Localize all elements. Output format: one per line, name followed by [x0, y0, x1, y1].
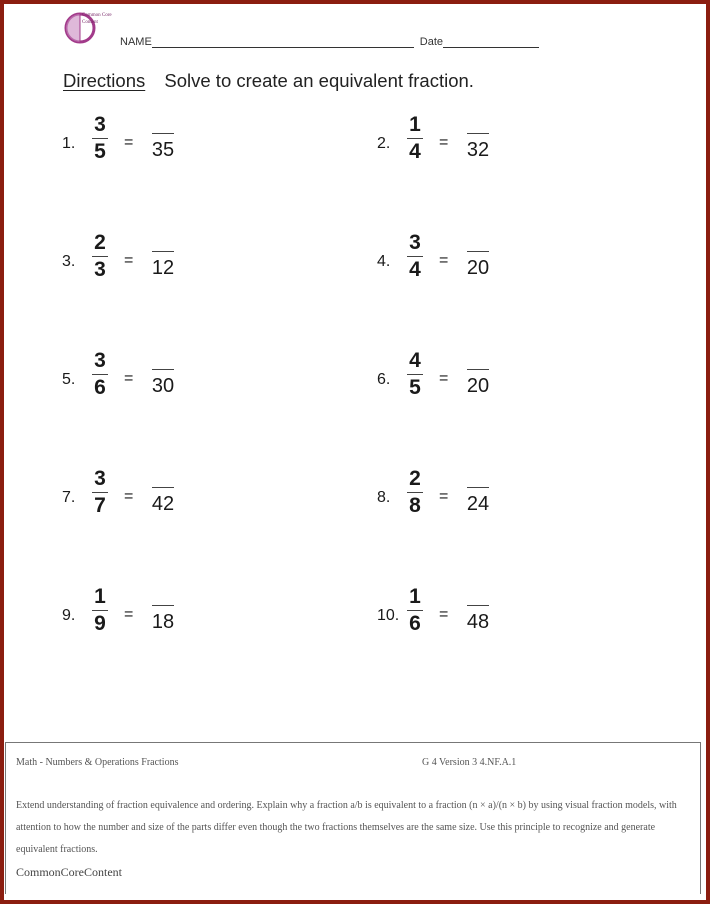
directions: [63, 70, 474, 92]
logo-text: Common Core Content: [82, 13, 112, 25]
answer-numerator-blank[interactable]: [467, 133, 489, 134]
given-fraction: [405, 232, 425, 281]
answer-fraction: [465, 605, 491, 632]
directions-label: Directions: [63, 70, 146, 91]
answer-fraction: [465, 133, 491, 160]
answer-numerator-blank[interactable]: [152, 369, 174, 370]
equals-sign: =: [124, 606, 134, 623]
given-numerator: 2: [94, 231, 106, 254]
problem-number: 1.: [62, 135, 76, 152]
answer-fraction: [150, 487, 176, 514]
answer-denominator: 42: [151, 493, 175, 515]
footer-brand: CommonCoreContent: [16, 865, 122, 879]
equals-sign: =: [124, 252, 134, 269]
equals-sign: =: [439, 134, 449, 151]
answer-numerator-blank[interactable]: [152, 251, 174, 252]
fraction-bar: [407, 492, 423, 493]
answer-denominator: 35: [151, 139, 175, 161]
answer-denominator: 30: [151, 375, 175, 397]
fraction-bar: [92, 374, 108, 375]
fraction-bar: [92, 256, 108, 257]
given-fraction: [405, 468, 425, 517]
equals-sign: =: [439, 488, 449, 505]
answer-numerator-blank[interactable]: [152, 487, 174, 488]
given-numerator: 3: [94, 349, 106, 372]
problem-number: 6.: [377, 371, 391, 388]
fraction-bar: [92, 492, 108, 493]
given-denominator: 6: [94, 376, 106, 399]
date-field[interactable]: [443, 36, 539, 48]
given-denominator: 8: [409, 494, 421, 517]
given-denominator: 5: [94, 140, 106, 163]
given-denominator: 4: [409, 258, 421, 281]
equals-sign: =: [124, 488, 134, 505]
problem-number: 4.: [377, 253, 391, 270]
answer-fraction: [150, 369, 176, 396]
given-denominator: 7: [94, 494, 106, 517]
answer-fraction: [150, 251, 176, 278]
equals-sign: =: [439, 606, 449, 623]
given-numerator: 1: [409, 585, 421, 608]
given-fraction: [405, 586, 425, 635]
equals-sign: =: [439, 370, 449, 387]
answer-denominator: 32: [466, 139, 490, 161]
footer-version: G 4 Version 3 4.NF.A.1: [422, 757, 517, 768]
answer-fraction: [150, 133, 176, 160]
given-numerator: 1: [409, 113, 421, 136]
name-field[interactable]: [152, 36, 414, 48]
fraction-bar: [407, 610, 423, 611]
fraction-bar: [407, 138, 423, 139]
problem-number: 2.: [377, 135, 391, 152]
given-fraction: [90, 114, 110, 163]
answer-fraction: [150, 605, 176, 632]
footer-topic: Math - Numbers & Operations Fractions: [16, 757, 179, 768]
problem-number: 3.: [62, 253, 76, 270]
answer-fraction: [465, 487, 491, 514]
footer-description: Extend understanding of fraction equivalence and ordering. Explain why a fraction a/b is equivalent to a fraction (n × a)/(n × b) by using visual fraction models, with attention to how the number and size of the parts differ even though the two fractions themselves are the same size. Use this principle to recognize and generate equivalent fractions.: [16, 800, 677, 855]
problem-number: 9.: [62, 607, 76, 624]
problem-number: 8.: [377, 489, 391, 506]
given-numerator: 3: [94, 113, 106, 136]
given-numerator: 3: [409, 231, 421, 254]
answer-fraction: [465, 251, 491, 278]
equals-sign: =: [124, 370, 134, 387]
given-fraction: [90, 586, 110, 635]
problem-number: 5.: [62, 371, 76, 388]
name-date-row: [120, 36, 539, 48]
problem-number: 10.: [377, 607, 400, 624]
date-label: Date: [419, 36, 444, 48]
given-fraction: [405, 350, 425, 399]
answer-numerator-blank[interactable]: [152, 605, 174, 606]
given-numerator: 2: [409, 467, 421, 490]
answer-numerator-blank[interactable]: [467, 251, 489, 252]
given-fraction: [90, 468, 110, 517]
answer-denominator: 48: [466, 611, 490, 633]
given-fraction: [90, 350, 110, 399]
given-denominator: 3: [94, 258, 106, 281]
fraction-bar: [407, 256, 423, 257]
answer-numerator-blank[interactable]: [467, 487, 489, 488]
given-denominator: 6: [409, 612, 421, 635]
given-denominator: 5: [409, 376, 421, 399]
equals-sign: =: [124, 134, 134, 151]
given-denominator: 9: [94, 612, 106, 635]
given-numerator: 1: [94, 585, 106, 608]
answer-denominator: 20: [466, 257, 490, 279]
answer-denominator: 20: [466, 375, 490, 397]
equals-sign: =: [439, 252, 449, 269]
answer-denominator: 24: [466, 493, 490, 515]
given-numerator: 3: [94, 467, 106, 490]
answer-fraction: [465, 369, 491, 396]
given-fraction: [405, 114, 425, 163]
problem-number: 7.: [62, 489, 76, 506]
given-numerator: 4: [409, 349, 421, 372]
answer-denominator: 12: [151, 257, 175, 279]
fraction-bar: [407, 374, 423, 375]
fraction-bar: [92, 138, 108, 139]
answer-numerator-blank[interactable]: [467, 369, 489, 370]
fraction-bar: [92, 610, 108, 611]
answer-numerator-blank[interactable]: [152, 133, 174, 134]
answer-numerator-blank[interactable]: [467, 605, 489, 606]
standards-footer: [5, 742, 701, 894]
given-denominator: 4: [409, 140, 421, 163]
given-fraction: [90, 232, 110, 281]
name-label: NAME: [120, 36, 152, 48]
directions-text: Solve to create an equivalent fraction.: [164, 70, 474, 91]
answer-denominator: 18: [151, 611, 175, 633]
